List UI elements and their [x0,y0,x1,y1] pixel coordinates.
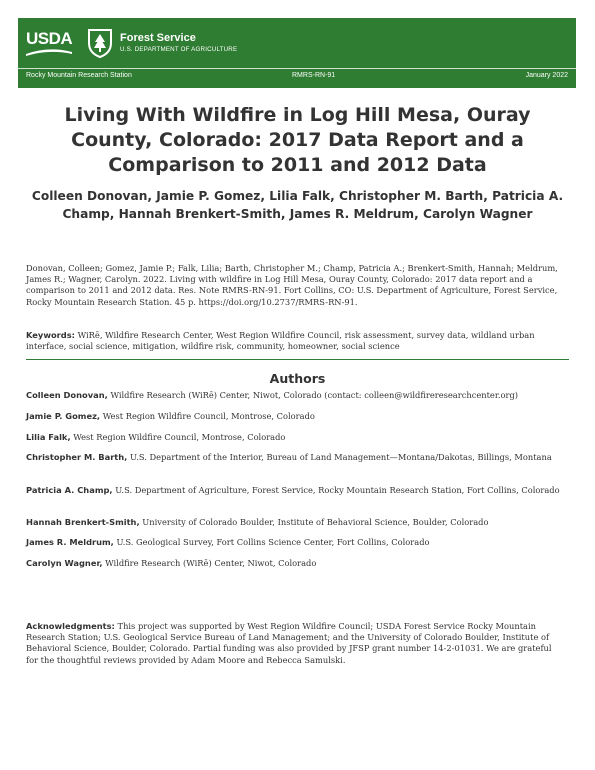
author-name: Patricia A. Champ, [26,485,113,495]
keywords-text: WiRē, Wildfire Research Center, West Region Wildfire Council, risk assessment, survey data, wildland urban interface, social science, mitigation, wildfire risk, community, homeowner, social science [26,330,535,352]
author-affiliation: West Region Wildfire Council, Montrose, Colorado [102,411,315,421]
usda-swoosh-icon [26,48,72,56]
author-entry [26,390,566,401]
acknowledgments-label: Acknowledgments: [26,621,115,631]
author-name: James R. Meldrum, [26,537,114,547]
author-entry [26,432,566,443]
acknowledgments [26,621,566,666]
author-names: Colleen Donovan, Jamie P. Gomez, Lilia Falk, Christopher M. Barth, Patricia A. Champ, Hannah Brenkert-Smith, James R. Meldrum, Carolyn Wagner [31,189,564,221]
department-name: U.S. DEPARTMENT OF AGRICULTURE [120,45,238,53]
keywords [26,330,566,352]
author-affiliation: Wildfire Research (WiRē) Center, Niwot, Colorado [105,558,317,568]
author-entry [26,485,566,496]
author-affiliation: U.S. Department of Agriculture, Forest Service, Rocky Mountain Research Station, Fort Collins, Colorado [115,485,560,495]
acknowledgments-text: This project was supported by West Region Wildfire Council; USDA Forest Service Rocky Mountain Research Station; U.S. Geological Service Bureau of Land Management; and the University of Colorado Boulder, Institute of Behavioral Science, Boulder, Colorado. Partial funding was also provided by JFSP grant number 14-2-01031. We are grateful for the thoughtful reviews provided by Adam Moore and Rebecca Samulski. [26,621,552,665]
author-affiliation: U.S. Department of the Interior, Bureau of Land Management—Montana/Dakotas, Billings, Montana [129,452,552,462]
authors-heading: Authors [269,371,326,386]
publication-date: January 2022 [525,72,568,79]
author-name: Christopher M. Barth, [26,452,128,462]
banner-rule [18,68,576,69]
citation: Donovan, Colleen; Gomez, Jamie P.; Falk, Lilia; Barth, Christopher M.; Champ, Patricia A.; Brenkert-Smith, Hannah; Meldrum, James R.; Wagner, Carolyn. 2022. Living with wildfire in Log Hill Mesa, Ouray County, Colorado: 2017 data report and a comparison to 2011 and 2012 data. Res. Note RMRS-RN-91. Fort Collins, CO: U.S. Department of Agriculture, Forest Service, Rocky Mountain Research Station. 45 p. https://doi.org/10.2737/RMRS-RN-91. [26,263,558,307]
forest-service-wordmark [120,33,237,53]
forest-service-shield-icon [86,27,114,59]
author-name: Lilia Falk, [26,432,71,442]
keywords-label: Keywords: [26,330,75,340]
section-divider [26,359,569,360]
author-affiliation: Wildfire Research (WiRē) Center, Niwot, Colorado (contact: colleen@wildfireresearchcenter.org) [110,390,519,400]
usda-logo [26,28,74,58]
author-entry [26,452,566,463]
document-title: Living With Wildfire in Log Hill Mesa, Ouray County, Colorado: 2017 Data Report and a Comparison to 2011 and 2012 Data [64,104,531,176]
author-entry [26,411,566,422]
station-name: Rocky Mountain Research Station [26,72,132,79]
header-banner [18,18,576,88]
author-name: Carolyn Wagner, [26,558,103,568]
author-affiliation: U.S. Geological Survey, Fort Collins Science Center, Fort Collins, Colorado [116,537,430,547]
author-entry [26,517,566,528]
usda-logo-text: USDA [26,29,73,48]
banner-info-row [26,72,568,84]
author-affiliation: West Region Wildfire Council, Montrose, Colorado [73,432,286,442]
author-entry [26,537,566,548]
agency-name: Forest Service [120,31,196,44]
report-number: RMRS-RN-91 [292,72,336,79]
author-entry [26,558,566,569]
author-name: Hannah Brenkert-Smith, [26,517,140,527]
agency-logos [26,27,237,59]
author-name: Colleen Donovan, [26,390,108,400]
author-affiliation: University of Colorado Boulder, Institute of Behavioral Science, Boulder, Colorado [142,517,489,527]
author-name: Jamie P. Gomez, [26,411,101,421]
